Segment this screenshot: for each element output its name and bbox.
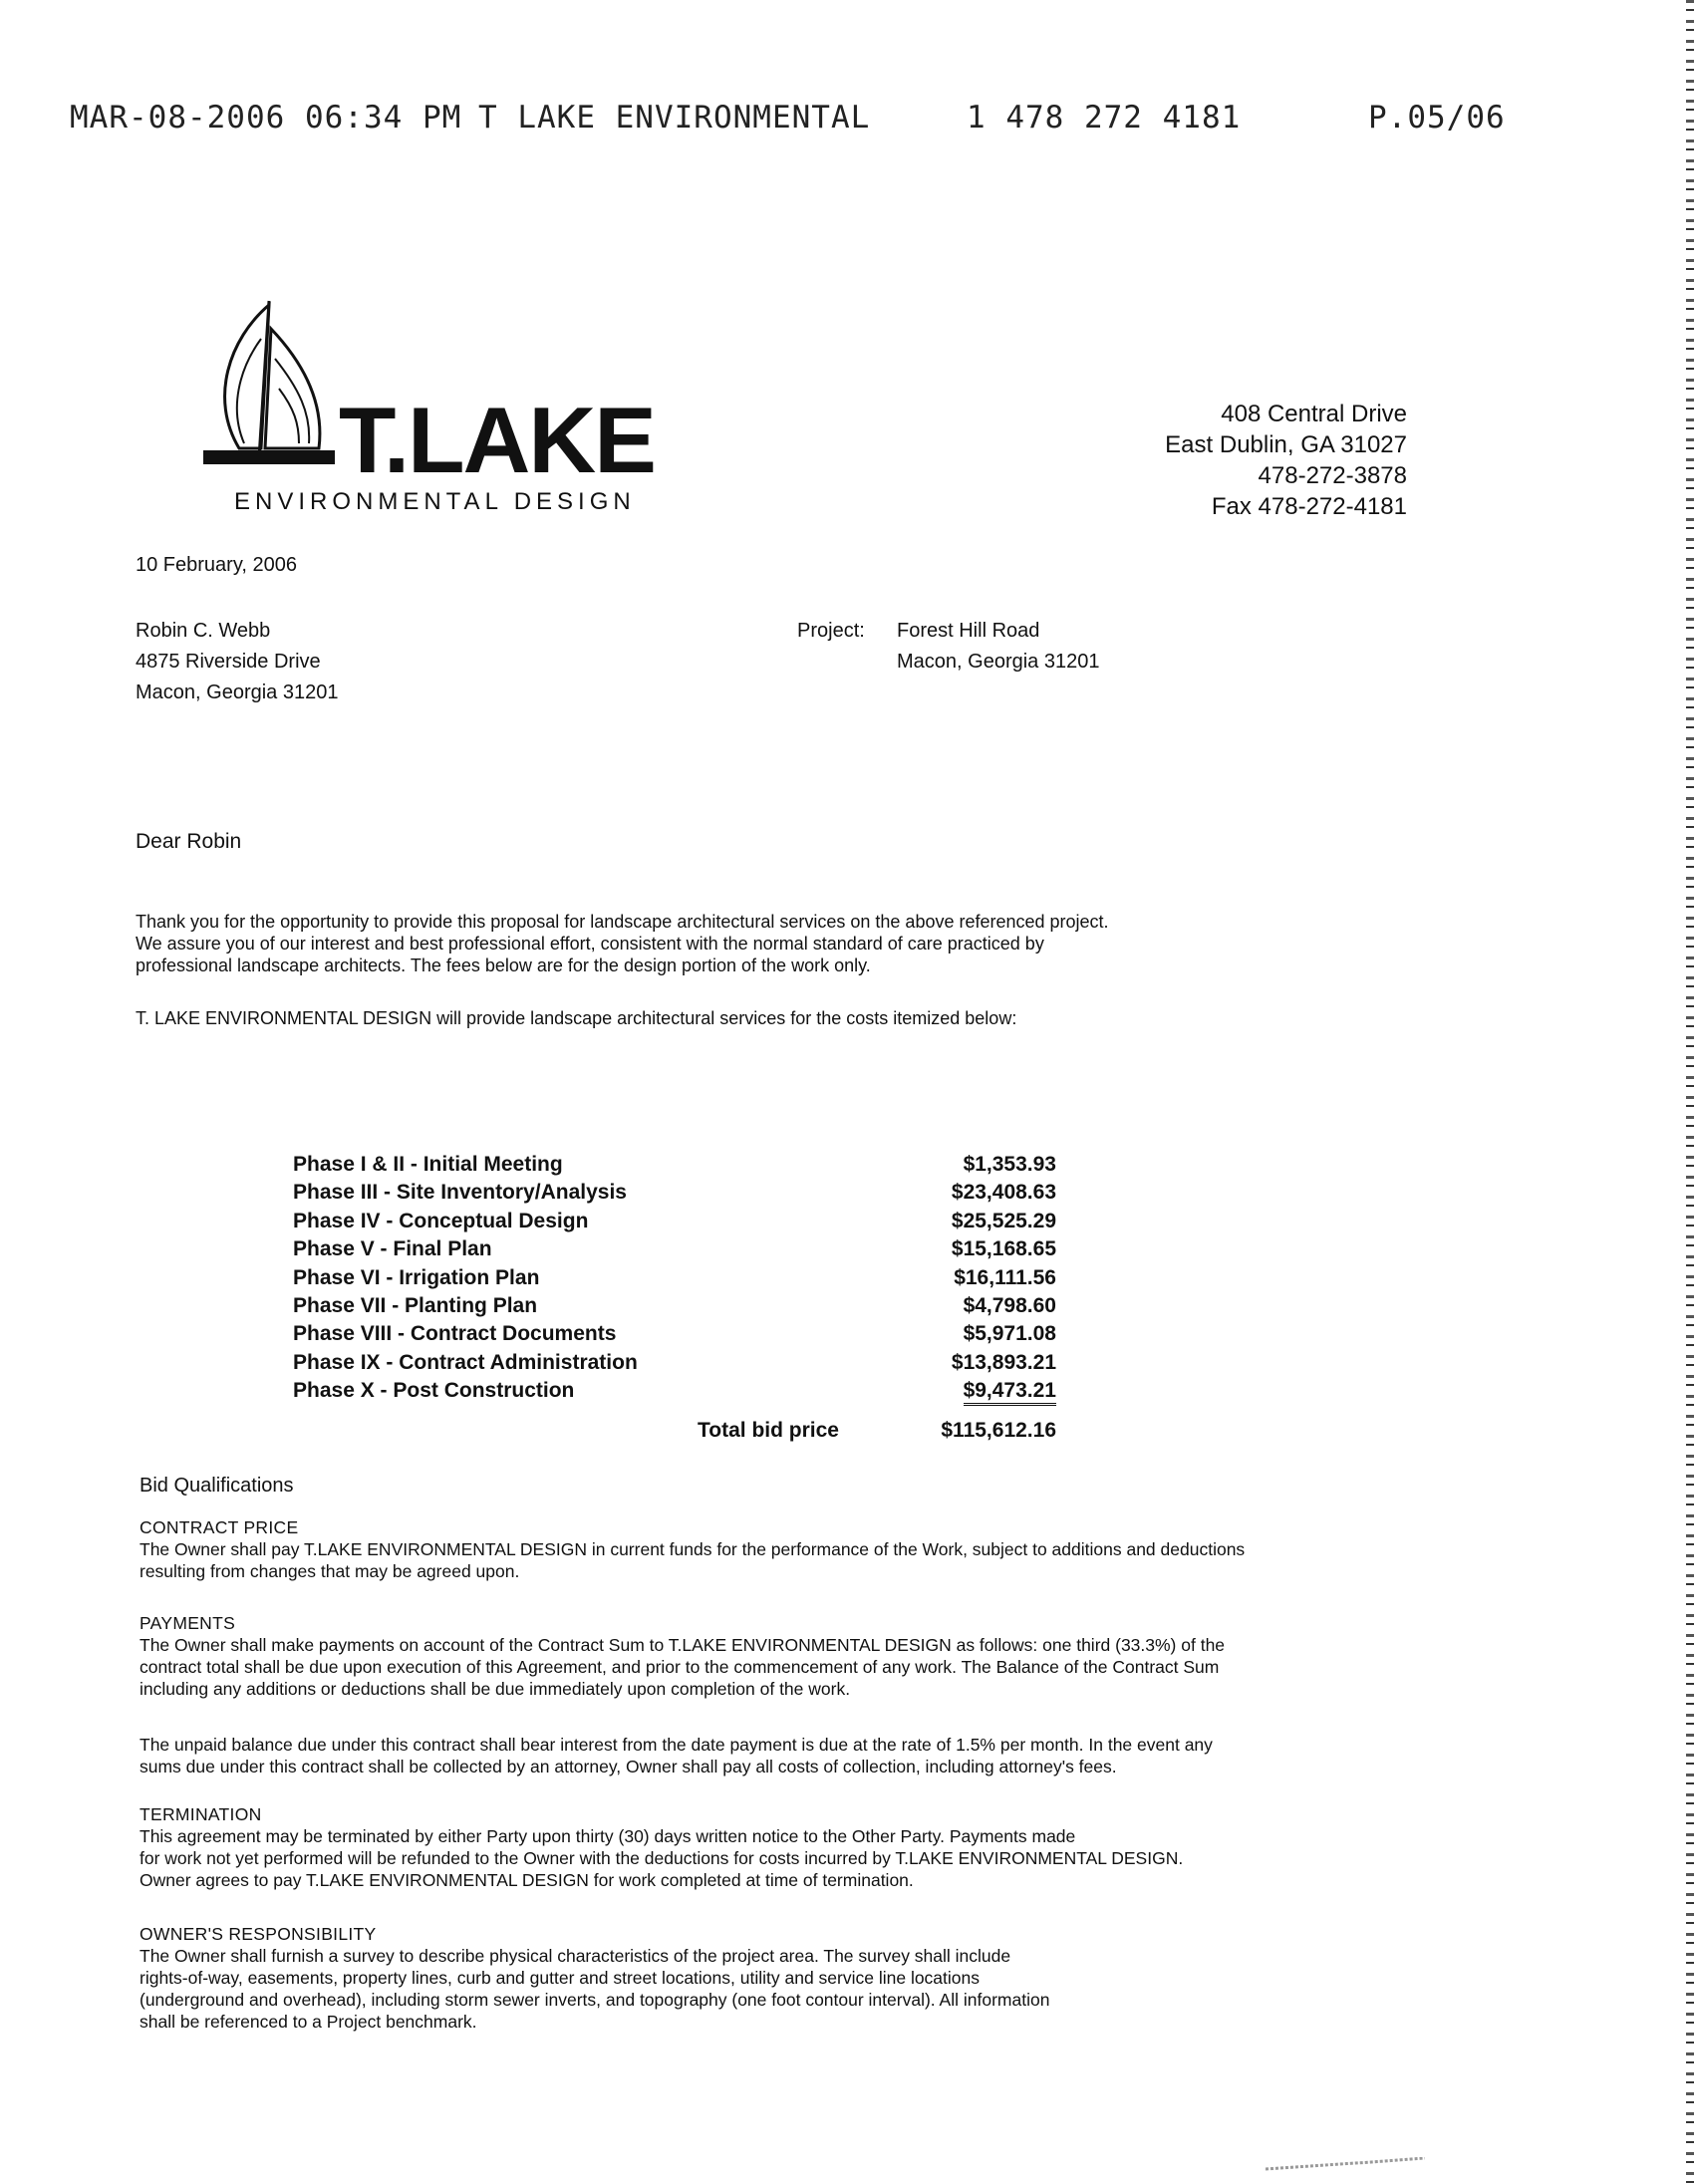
fax-phone: 1 478 272 4181: [967, 100, 1242, 136]
company-address: [1008, 399, 1407, 522]
section-line: (underground and overhead), including storm sewer inverts, and topography (one foot contour interval). All information: [140, 1990, 1050, 2010]
phase-name: Phase IV - Conceptual Design: [293, 1209, 589, 1232]
phase-cost-table: [293, 1151, 1056, 1406]
phase-row: [293, 1349, 1056, 1377]
recipient-city: Macon, Georgia 31201: [136, 682, 339, 703]
section-line: resulting from changes that may be agreed upon.: [140, 1561, 520, 1581]
section-heading: CONTRACT PRICE: [140, 1517, 299, 1537]
section-line: This agreement may be terminated by either Party upon thirty (30) days written notice to the Other Party. Payments made: [140, 1826, 1076, 1846]
logo-tagline: ENVIRONMENTAL DESIGN: [234, 488, 636, 515]
total-bid-row: [698, 1419, 1056, 1443]
letter-date: 10 February, 2006: [136, 554, 297, 576]
intro-paragraph: [136, 911, 1291, 976]
project-city: Macon, Georgia 31201: [897, 651, 1100, 673]
sailboat-icon: [199, 299, 339, 468]
total-label: Total bid price: [698, 1419, 839, 1442]
phase-amount: $15,168.65: [951, 1237, 1056, 1261]
bid-qualifications-heading: Bid Qualifications: [140, 1475, 294, 1497]
phase-name: Phase X - Post Construction: [293, 1379, 575, 1403]
phase-amount: $13,893.21: [951, 1350, 1056, 1374]
phase-amount: $23,408.63: [951, 1181, 1056, 1205]
section-heading: PAYMENTS: [140, 1613, 236, 1633]
intro-line: professional landscape architects. The fees below are for the design portion of the work only.: [136, 956, 871, 975]
phase-amount: $4,798.60: [963, 1293, 1056, 1317]
phase-name: Phase V - Final Plan: [293, 1237, 492, 1261]
phase-name: Phase I & II - Initial Meeting: [293, 1153, 563, 1176]
project-name: Forest Hill Road: [897, 620, 1040, 642]
scan-smudge: [1266, 2157, 1425, 2171]
phase-row: [293, 1320, 1056, 1348]
section-line: The Owner shall make payments on account of the Contract Sum to T.LAKE ENVIRONMENTAL DESIGN as follows: one third (33.3%) of the: [140, 1635, 1226, 1655]
section-line: The Owner shall furnish a survey to describe physical characteristics of the project area. The survey shall include: [140, 1946, 1011, 1966]
company-phone: 478-272-3878: [1258, 462, 1407, 489]
recipient-address: [136, 616, 338, 708]
section-line: Owner agrees to pay T.LAKE ENVIRONMENTAL DESIGN for work completed at time of termination.: [140, 1870, 914, 1890]
project-info: [797, 616, 1099, 678]
owners-responsibility-section: [140, 1923, 1295, 2033]
intro-line: We assure you of our interest and best professional effort, consistent with the normal standard of care practiced by: [136, 934, 1044, 954]
salutation: Dear Robin: [136, 830, 242, 853]
scan-edge-artifact: [1686, 0, 1694, 2184]
address-line-2: East Dublin, GA 31027: [1165, 431, 1407, 458]
total-amount: $115,612.16: [941, 1419, 1056, 1442]
phase-row: [293, 1179, 1056, 1207]
phase-name: Phase IX - Contract Administration: [293, 1350, 638, 1374]
phase-amount: $1,353.93: [963, 1153, 1056, 1176]
phase-amount: $25,525.29: [951, 1209, 1056, 1232]
phase-row: [293, 1264, 1056, 1292]
phase-row: [293, 1292, 1056, 1320]
phase-amount: $16,111.56: [954, 1265, 1056, 1289]
payments-section: [140, 1612, 1455, 1700]
phase-name: Phase VI - Irrigation Plan: [293, 1265, 540, 1289]
fax-sender: T LAKE ENVIRONMENTAL: [478, 100, 871, 136]
intro-line: Thank you for the opportunity to provide this proposal for landscape architectural services on the above referenced project.: [136, 912, 1109, 932]
phase-name: Phase III - Site Inventory/Analysis: [293, 1181, 627, 1205]
section-line: including any additions or deductions shall be due immediately upon completion of the work.: [140, 1679, 851, 1699]
section-line: contract total shall be due upon execution of this Agreement, and prior to the commencement of any work. The Balance of the Contract Sum: [140, 1657, 1220, 1677]
phase-name: Phase VIII - Contract Documents: [293, 1322, 617, 1346]
fax-page-number: P.05/06: [1368, 100, 1506, 136]
termination-section: [140, 1803, 1455, 1891]
section-line: for work not yet performed will be refunded to the Owner with the deductions for costs incurred by T.LAKE ENVIRONMENTAL DESIGN.: [140, 1848, 1184, 1868]
phase-row: [293, 1377, 1056, 1405]
section-line: The unpaid balance due under this contract shall bear interest from the date payment is due at the rate of 1.5% per month. In the event any: [140, 1735, 1213, 1755]
company-fax: Fax 478-272-4181: [1211, 493, 1407, 520]
section-line: sums due under this contract shall be collected by an attorney, Owner shall pay all costs of collection, including attorney's fees.: [140, 1757, 1117, 1776]
logo-name: T.LAKE: [339, 388, 655, 492]
phase-amount: $5,971.08: [963, 1322, 1056, 1346]
phase-amount: $9,473.21: [964, 1377, 1056, 1405]
project-label: Project:: [797, 620, 865, 642]
contract-price-section: [140, 1516, 1455, 1582]
fax-header: [70, 100, 1535, 139]
services-statement: T. LAKE ENVIRONMENTAL DESIGN will provide landscape architectural services for the costs itemized below:: [136, 1008, 1017, 1028]
phase-name: Phase VII - Planting Plan: [293, 1293, 538, 1317]
phase-row: [293, 1235, 1056, 1263]
section-line: shall be referenced to a Project benchmark.: [140, 2012, 477, 2032]
section-heading: OWNER'S RESPONSIBILITY: [140, 1924, 377, 1944]
fax-datetime: MAR-08-2006 06:34 PM: [70, 100, 462, 136]
recipient-street: 4875 Riverside Drive: [136, 651, 321, 673]
section-line: rights-of-way, easements, property lines, curb and gutter and street locations, utility and service line locations: [140, 1968, 981, 1988]
phase-row: [293, 1151, 1056, 1179]
phase-row: [293, 1208, 1056, 1235]
interest-paragraph: [140, 1734, 1455, 1777]
address-line-1: 408 Central Drive: [1221, 401, 1407, 427]
section-heading: TERMINATION: [140, 1804, 262, 1824]
company-logo: [199, 299, 678, 523]
section-line: The Owner shall pay T.LAKE ENVIRONMENTAL DESIGN in current funds for the performance of the Work, subject to additions and deductions: [140, 1539, 1246, 1559]
recipient-name: Robin C. Webb: [136, 620, 271, 642]
